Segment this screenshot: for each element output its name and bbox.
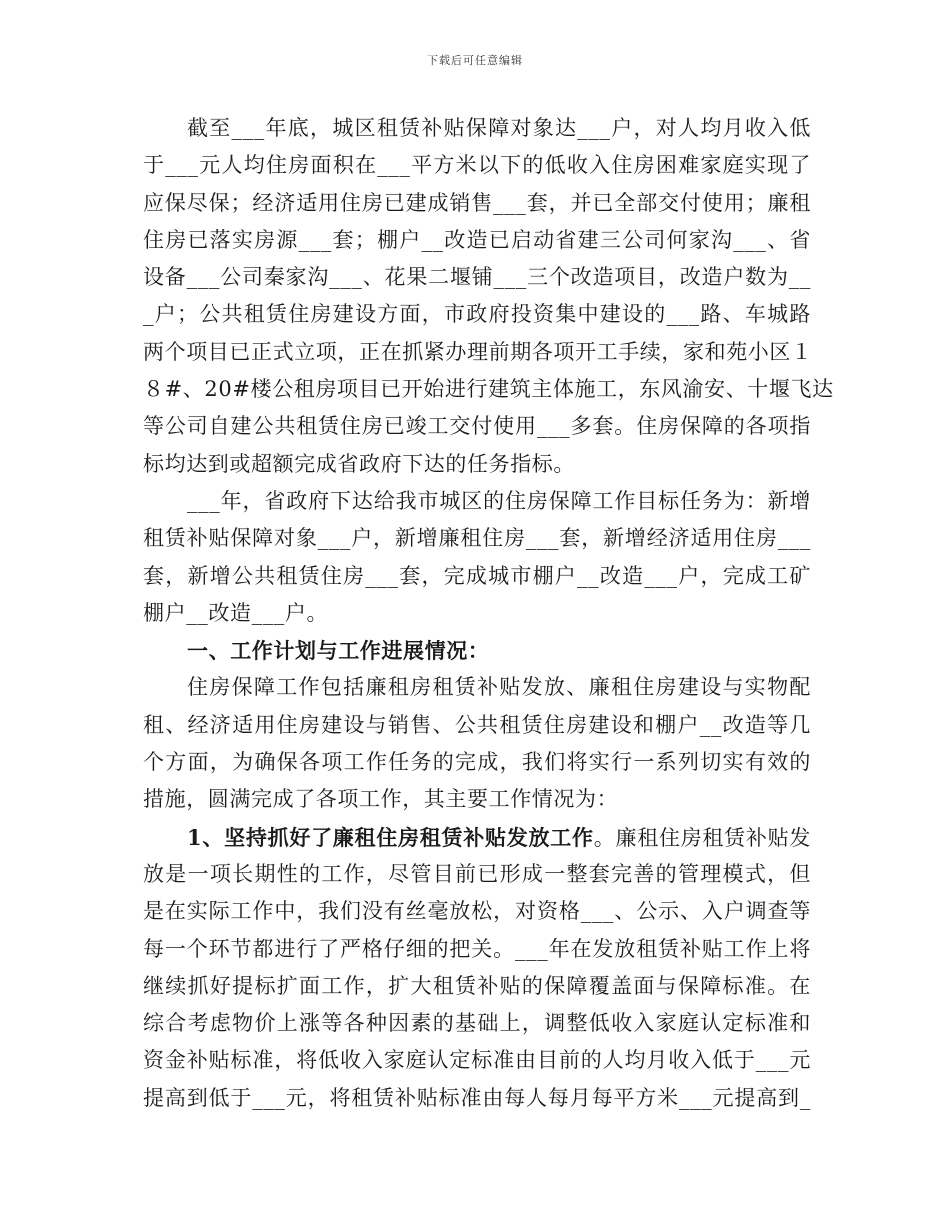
text-line: 每一个环节都进行了严格仔细的把关。___年在发放租赁补贴工作上将 [143,936,811,961]
text-line: 继续抓好提标扩面工作，扩大租赁补贴的保障覆盖面与保障标准。在 [143,973,811,998]
text-line: 租赁补贴保障对象___户，新增廉租住房___套，新增经济适用住房___ [143,526,811,551]
text-line: 个方面，为确保各项工作任务的完成，我们将实行一系列切实有效的 [143,750,811,775]
text-line: 标均达到或超额完成省政府下达的任务指标。 [143,451,575,476]
text-line: 提高到低于___元，将租赁补贴标准由每人每月每平方米___元提高到_ [143,1085,811,1110]
bold-lead-text: 1、坚持抓好了廉租住房租赁补贴发放工作 [187,824,594,850]
text-line: 综合考虑物价上涨等各种因素的基础上，调整低收入家庭认定标准和 [143,1011,811,1036]
text-line: 住房已落实房源___套；棚户__改造已启动省建三公司何家沟___、省 [143,227,811,252]
text-line: 租、经济适用住房建设与销售、公共租赁住房建设和棚户__改造等几 [143,712,811,737]
text-line [143,819,811,856]
text-line: 套，新增公共租赁住房___套，完成城市棚户__改造___户，完成工矿 [143,563,811,588]
text-line: 等公司自建公共租赁住房已竣工交付使用___多套。住房保障的各项指 [143,414,811,439]
paragraph [143,669,811,818]
text-line: 资金补贴标准，将低收入家庭认定标准由目前的人均月收入低于___元 [143,1048,811,1073]
text-line: 是在实际工作中，我们没有丝毫放松，对资格___、公示、入户调查等 [143,899,811,924]
text-line: 应保尽保；经济适用住房已建成销售___套，并已全部交付使用；廉租 [143,190,811,215]
text-line: 措施，圆满完成了各项工作，其主要工作情况为： [143,787,619,812]
text-line: ８#、20#楼公租房项目已开始进行建筑主体施工，东风渝安、十堰飞达 [143,377,834,402]
text-line: 截至___年底，城区租赁补贴保障对象达___户，对人均月收入低 [187,116,811,140]
text-line: 住房保障工作包括廉租房租赁补贴发放、廉租住房建设与实物配 [187,675,811,700]
text-line: 于___元人均住房面积在___平方米以下的低收入住房困难家庭实现了 [143,153,811,178]
document-body [143,110,834,1117]
page-header-note: 下载后可任意编辑 [427,54,523,67]
text-line: 棚户__改造___户。 [143,600,329,625]
text-line: ___年，省政府下达给我市城区的住房保障工作目标任务为：新增 [187,488,811,513]
paragraph [143,483,811,632]
text-line: 两个项目已正式立项，正在抓紧办理前期各项开工手续，家和苑小区１ [143,339,813,364]
paragraph [143,819,811,1117]
text-line: _户；公共租赁住房建设方面，市政府投资集中建设的___路、车城路 [143,302,811,327]
section-heading: 一、工作计划与工作进展情况： [187,638,490,664]
text-line: 放是一项长期性的工作，尽管目前已形成一整套完善的管理模式，但 [143,861,811,886]
lead-rest-text: 。廉租住房租赁补贴发 [593,825,811,850]
text-line: 设备___公司秦家沟___、花果二堰铺___三个改造项目，改造户数为__ [143,265,811,290]
paragraph [143,110,834,483]
